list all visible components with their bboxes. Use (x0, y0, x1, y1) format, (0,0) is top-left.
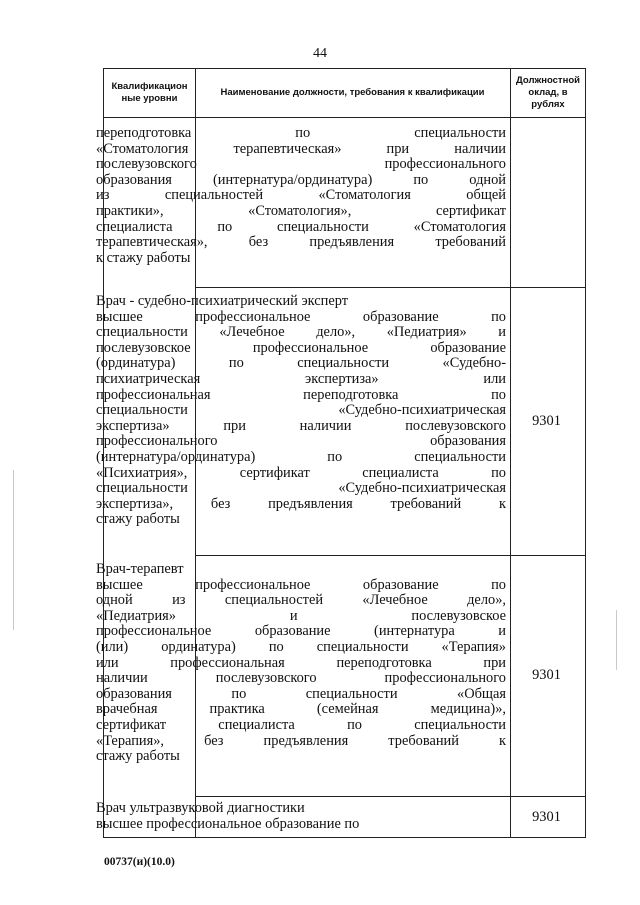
description-line: образования (интернатура/ординатура) по одной (96, 171, 506, 188)
description-line: высшее профессиональное образование по (96, 308, 506, 325)
description-line: психиатрическая экспертиза» или (96, 370, 506, 387)
row-3-description (96, 562, 506, 765)
description-line: профессионального образования (96, 433, 506, 450)
row-4-description (96, 801, 506, 832)
description-line: «Стоматология терапевтическая» при наличии (96, 140, 506, 157)
description-line: стажу работы (96, 511, 180, 528)
description-line: профессиональная переподготовка по (96, 386, 506, 403)
description-line: Врач ультразвуковой диагностики (96, 800, 305, 816)
description-line: врачебная практика (семейная медицина)», (96, 701, 506, 718)
description-line: одной из специальностей «Лечебное дело», (96, 592, 506, 609)
description-line: послевузовское профессиональное образование (96, 339, 506, 356)
row-3-salary: 9301 (532, 667, 561, 683)
scan-artifact (616, 610, 617, 670)
description-line: или профессиональная переподготовка при (96, 654, 506, 671)
description-line: «Терапия», без предъявления требований к (96, 732, 506, 749)
header-qualification-levels: Квалификацион ные уровни (111, 81, 188, 104)
description-line: специальности «Судебно-психиатрическая (96, 402, 506, 419)
description-line: «Педиатрия» и послевузовское (96, 607, 506, 624)
row-divider (195, 796, 585, 797)
description-line: специальности «Лечебное дело», «Педиатрия» и (96, 324, 506, 341)
description-line: (интернатура/ординатура) по специальности (96, 448, 506, 465)
description-line: стажу работы (96, 748, 180, 765)
description-line: практики», «Стоматология», сертификат (96, 202, 506, 219)
header-divider (104, 117, 585, 118)
description-line: экспертиза», без предъявления требований к (96, 495, 506, 512)
description-line: образования по специальности «Общая (96, 685, 506, 702)
description-line: терапевтическая», без предъявления требований (96, 234, 506, 251)
description-line: Врач-терапевт (96, 561, 184, 577)
header-position-requirements: Наименование должности, требования к квалификации (220, 87, 485, 98)
column-divider (510, 69, 511, 837)
row-4-salary: 9301 (532, 809, 561, 825)
description-line: «Психиатрия», сертификат специалиста по (96, 464, 506, 481)
description-line: переподготовка по специальности (96, 125, 506, 141)
description-line: высшее профессиональное образование по (96, 576, 506, 593)
description-line: из специальностей «Стоматология общей (96, 187, 506, 204)
document-code: 00737(и)(10.0) (104, 856, 175, 868)
row-1-description (96, 126, 506, 266)
page-number: 44 (313, 46, 327, 61)
scan-artifact (13, 470, 14, 630)
description-line: профессиональное образование (интернатура и (96, 623, 506, 640)
description-line: специальности «Судебно-психиатрическая (96, 480, 506, 497)
description-line: Врач - судебно-психиатрический эксперт (96, 293, 349, 309)
row-2-salary: 9301 (532, 413, 561, 429)
row-2-description (96, 294, 506, 528)
description-line: (ординатура) по специальности «Судебно- (96, 355, 506, 372)
description-line: сертификат специалиста по специальности (96, 716, 506, 733)
row-divider (195, 287, 585, 288)
description-line: (или) ординатура) по специальности «Терапия» (96, 638, 506, 655)
description-line: экспертиза» при наличии послевузовского (96, 417, 506, 434)
description-line: специалиста по специальности «Стоматология (96, 218, 506, 235)
description-line: к стажу работы (96, 249, 191, 266)
header-salary: Должностной оклад, в рублях (516, 75, 580, 110)
description-line: послевузовского профессионального (96, 156, 506, 173)
description-line: высшее профессиональное образование по (96, 815, 360, 832)
row-divider (195, 555, 585, 556)
description-line: наличии послевузовского профессионального (96, 670, 506, 687)
